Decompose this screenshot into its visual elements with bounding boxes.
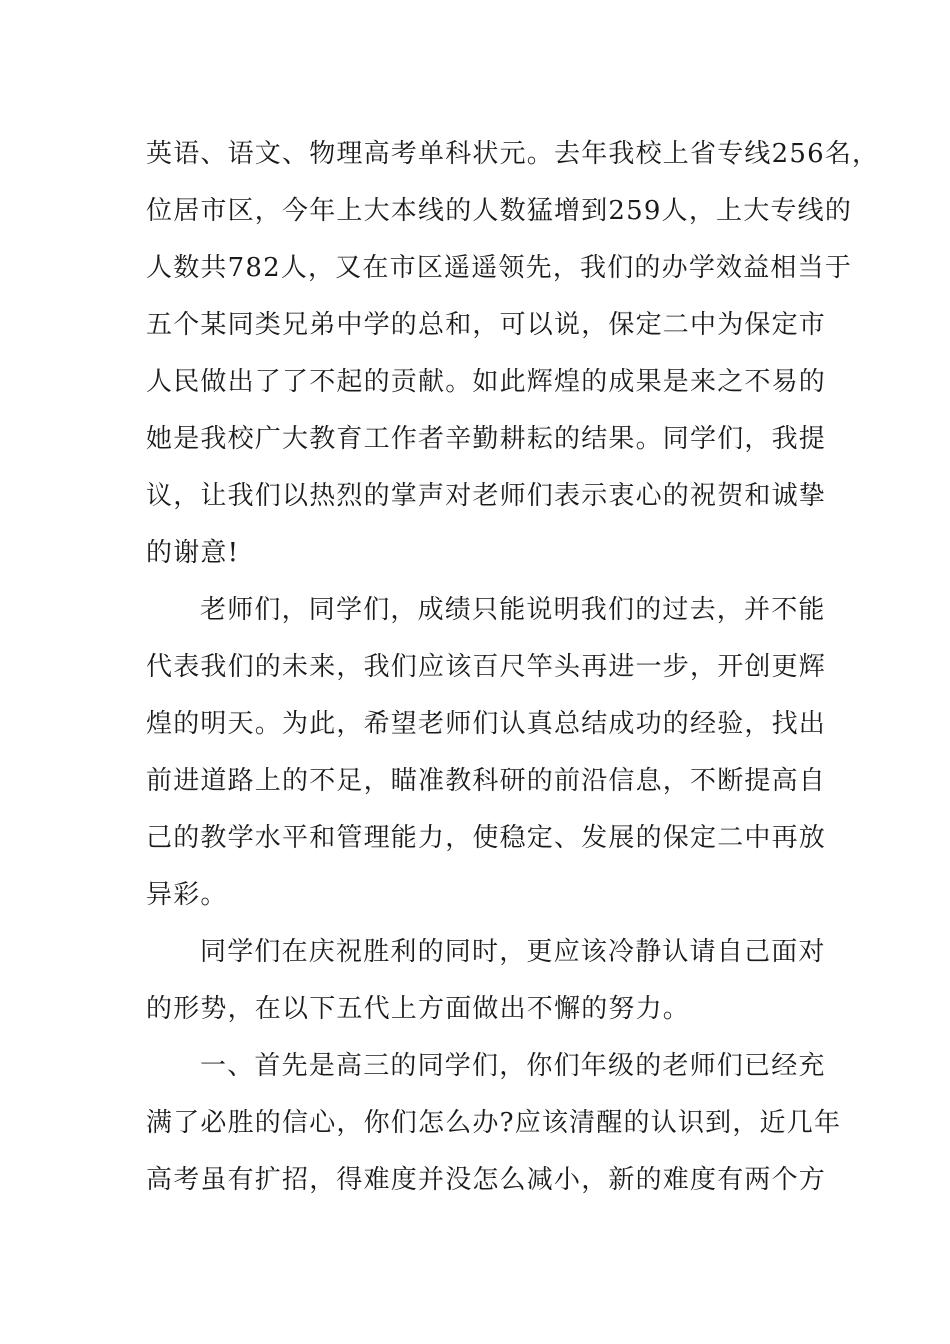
text-line: 五个某同类兄弟中学的总和，可以说，保定二中为保定市 [146,310,827,340]
text-line: 的谢意! [146,538,240,568]
paragraph-1 [146,126,880,582]
text-line: 己的教学水平和管理能力，使稳定、发展的保定二中再放 [146,823,827,853]
text-line: 同学们在庆祝胜利的同时，更应该冷静认请自己面对 [200,937,826,967]
text-line: 煌的明天。为此，希望老师们认真总结成功的经验，找出 [146,709,827,739]
text-line: 满了必胜的信心，你们怎么办?应该清醒的认识到，近几年 [146,1108,842,1138]
text-line: 她是我校广大教育工作者辛勤耕耘的结果。同学们，我提 [146,424,827,454]
text-line: 一、首先是高三的同学们，你们年级的老师们已经充 [200,1051,826,1081]
text-line: 的形势，在以下五代上方面做出不懈的努力。 [146,994,691,1024]
text-line: 高考虽有扩招，得难度并没怎么减小，新的难度有两个方 [146,1165,827,1195]
text-line: 议，让我们以热烈的掌声对老师们表示衷心的祝贺和诚挚 [146,481,827,511]
text-line: 异彩。 [146,880,228,910]
text-line: 人数共782人，又在市区遥遥领先，我们的办学效益相当于 [146,253,853,283]
body-text [146,126,880,1209]
text-line: 前进道路上的不足，瞄准教科研的前沿信息，不断提高自 [146,766,827,796]
text-line: 位居市区，今年上大本线的人数猛增到259人，上大专线的 [146,196,853,226]
paragraph-4 [146,1038,842,1209]
text-line: 代表我们的未来，我们应该百尺竿头再进一步，开创更辉 [146,652,827,682]
text-line: 英语、语文、物理高考单科状元。去年我校上省专线256名， [146,139,880,169]
text-line: 老师们，同学们，成绩只能说明我们的过去，并不能 [200,595,826,625]
paragraph-2 [146,582,827,924]
paragraph-3 [146,924,826,1038]
text-line: 人民做出了了不起的贡献。如此辉煌的成果是来之不易的 [146,367,827,397]
